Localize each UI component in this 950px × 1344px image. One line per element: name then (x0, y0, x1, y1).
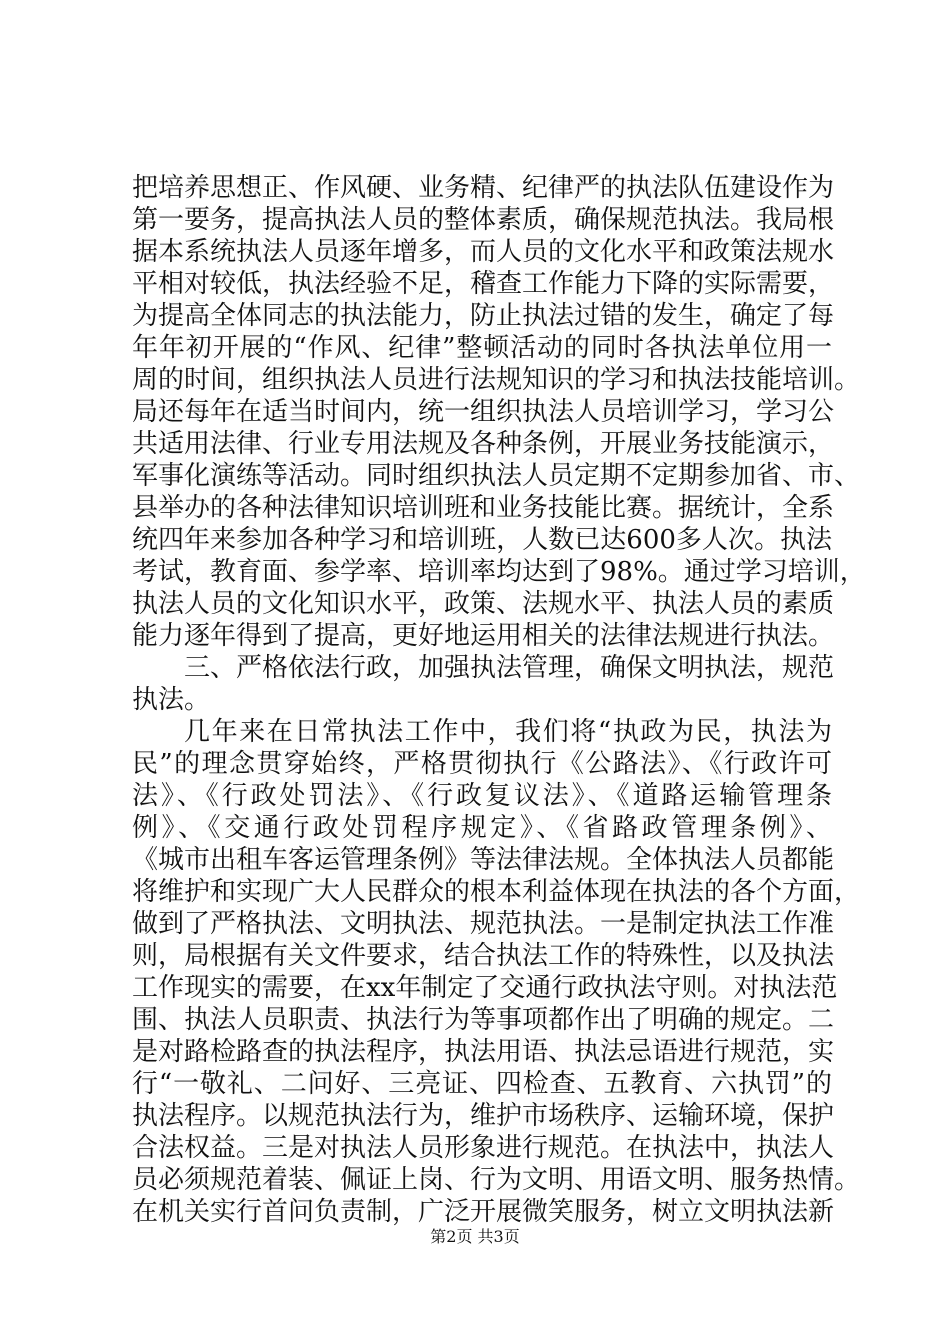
text-line: 则，局根据有关文件要求，结合执法工作的特殊性，以及执法 (132, 941, 835, 971)
text-line: 合法权益。三是对执法人员形象进行规范。在执法中，执法人 (132, 1133, 835, 1163)
text-line: 第一要务，提高执法人员的整体素质，确保规范执法。我局根 (132, 205, 835, 235)
section-heading: 三、严格依法行政，加强执法管理，确保文明执法，规范 (184, 653, 835, 683)
text-line: 共适用法律、行业专用法规及各种条例，开展业务技能演示， (132, 429, 835, 459)
text-line: 围、执法人员职责、执法行为等事项都作出了明确的规定。二 (132, 1005, 835, 1035)
text-line: 工作现实的需要，在xx年制定了交通行政执法守则。对执法范 (132, 973, 838, 1003)
document-body (132, 172, 866, 1228)
text-line: 例》、《交通行政处罚程序规定》、《省路政管理条例》、 (132, 813, 832, 843)
text-line: 几年来在日常执法工作中，我们将“执政为民，执法为 (184, 717, 832, 747)
text-line: 统四年来参加各种学习和培训班，人数已达600多人次。执法 (132, 525, 832, 555)
text-line: 执法人员的文化知识水平，政策、法规水平、执法人员的素质 (132, 589, 835, 619)
text-line: 为提高全体同志的执法能力，防止执法过错的发生，确定了每 (132, 301, 835, 331)
text-line: 军事化演练等活动。同时组织执法人员定期不定期参加省、市、 (132, 461, 861, 491)
text-line: 把培养思想正、作风硬、业务精、纪律严的执法队伍建设作为 (132, 173, 835, 203)
text-line: 能力逐年得到了提高，更好地运用相关的法律法规进行执法。 (132, 621, 835, 651)
text-line: 据本系统执法人员逐年增多，而人员的文化水平和政策法规水 (132, 237, 835, 267)
text-line: 在机关实行首问负责制，广泛开展微笑服务，树立文明执法新 (132, 1197, 835, 1227)
text-line: 周的时间，组织执法人员进行法规知识的学习和执法技能培训。 (132, 365, 861, 395)
section-heading-continued: 执法。 (132, 685, 211, 715)
text-line: 执法程序。以规范执法行为，维护市场秩序、运输环境，保护 (132, 1101, 835, 1131)
text-line: 民”的理念贯穿始终，严格贯彻执行《公路法》、《行政许可 (132, 749, 832, 779)
text-line: 法》、《行政处罚法》、《行政复议法》、《道路运输管理条 (132, 781, 832, 811)
text-line: 行“一敬礼、二问好、三亮证、四检查、五教育、六执罚”的 (132, 1069, 832, 1099)
text-line: 员必须规范着装、佩证上岗、行为文明、用语文明、服务热情。 (132, 1165, 861, 1195)
page-number: 第2页 共3页 (430, 1227, 520, 1246)
text-line: 考试，教育面、参学率、培训率均达到了98%。通过学习培训， (132, 557, 866, 587)
text-line: 县举办的各种法律知识培训班和业务技能比赛。据统计，全系 (132, 493, 835, 523)
text-line: 局还每年在适当时间内，统一组织执法人员培训学习，学习公 (132, 397, 835, 427)
text-line: 《城市出租车客运管理条例》等法律法规。全体执法人员都能 (132, 845, 835, 875)
text-line: 是对路检路查的执法程序，执法用语、执法忌语进行规范，实 (132, 1037, 835, 1067)
text-line: 平相对较低，执法经验不足，稽查工作能力下降的实际需要， (132, 269, 835, 299)
text-line: 年年初开展的“作风、纪律”整顿活动的同时各执法单位用一 (132, 333, 832, 363)
text-line: 将维护和实现广大人民群众的根本利益体现在执法的各个方面， (132, 877, 861, 907)
text-line: 做到了严格执法、文明执法、规范执法。一是制定执法工作准 (132, 909, 835, 939)
